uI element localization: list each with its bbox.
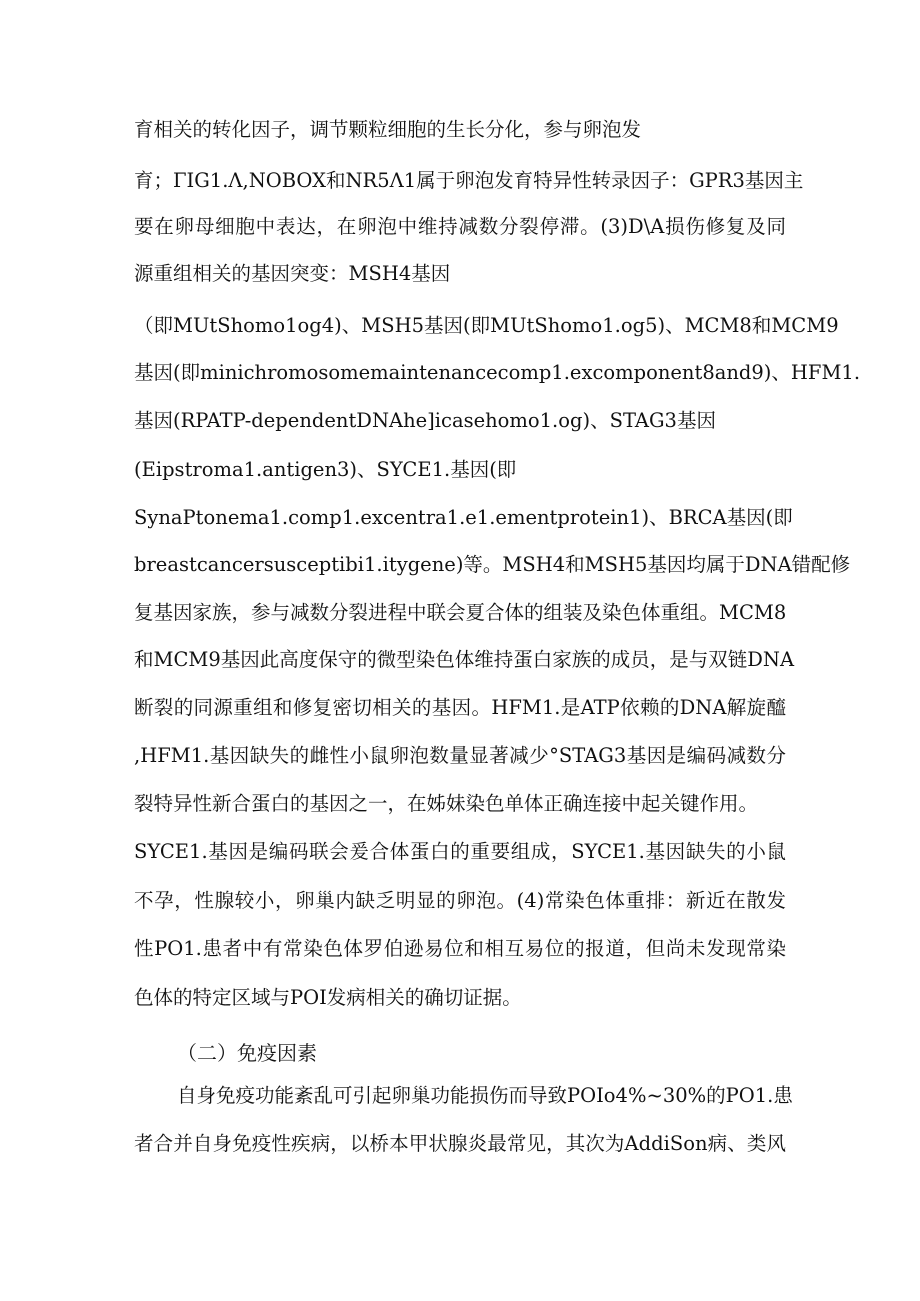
text-line: SYCE1.基因是编码联会爰合体蛋白的重要组成，SYCE1.基因缺失的小鼠: [134, 840, 786, 863]
text-line: 色体的特定区域与POI发病相关的确切证据。: [134, 986, 522, 1009]
text-line: 裂特异性新合蛋白的基因之一，在姊妹染色单体正确连接中起关键作用。: [134, 792, 759, 815]
text-line: 要在卵母细胞中表达，在卵泡中维持减数分裂停滞。(3)D\A损伤修复及同: [134, 215, 786, 238]
text-line: SynaPtonema1.comp1.excentra1.e1.ementprotein1)、BRCA基因(即: [134, 506, 793, 529]
section-heading: （二）免疫因素: [177, 1041, 317, 1065]
text-line: breastcancersusceptibi1.itygene)等。MSH4和MSH5基因均属于DNA错配修: [134, 553, 851, 576]
text-line: 性PO1.患者中有常染色体罗伯逊易位和相互易位的报道，但尚未发现常染: [134, 937, 786, 960]
text-line: 和MCM9基因此高度保守的微型染色体维持蛋白家族的成员，是与双链DNA: [134, 648, 795, 671]
text-line: 基因(即minichromosomemaintenancecomp1.excomponent8and9)、HFM1.: [134, 361, 861, 384]
text-line: (Eipstroma1.antigen3)、SYCE1.基因(即: [134, 458, 517, 481]
text-line: 育相关的转化因子，调节颗粒细胞的生长分化，参与卵泡发: [134, 118, 642, 141]
text-line: 自身免疫功能紊乱可引起卵巢功能损伤而导致POIo4%~30%的PO1.患: [177, 1084, 793, 1107]
text-line: 断裂的同源重组和修复密切相关的基因。HFM1.是ATP依赖的DNA解旋醯: [134, 696, 786, 719]
text-line: 复基因家族，参与减数分裂进程中联会夏合体的组装及染色体重组。MCM8: [134, 601, 787, 624]
text-line: 不孕，性腺较小，卵巢内缺乏明显的卵泡。(4)常染色体重排：新近在散发: [134, 889, 786, 912]
text-line: （即MUtShomo1og4)、MSH5基因(即MUtShomo1.og5)、MCM8和MCM9: [134, 314, 839, 337]
text-line: 者合并自身免疫性疾病，以桥本甲状腺炎最常见，其次为AddiSon病、类风: [134, 1132, 786, 1155]
text-line: ,HFM1.基因缺失的雌性小鼠卵泡数量显著减少°STAG3基因是编码减数分: [134, 744, 786, 767]
text-line: 育；ΓIG1.Λ,NOBOX和NR5Λ1属于卵泡发育特异性转录因子：GPR3基因主: [134, 169, 804, 192]
text-line: 源重组相关的基因突变：MSH4基因: [134, 262, 451, 285]
text-line: 基因(RPATP-dependentDNAhe]icasehomo1.og)、STAG3基因: [134, 409, 716, 432]
